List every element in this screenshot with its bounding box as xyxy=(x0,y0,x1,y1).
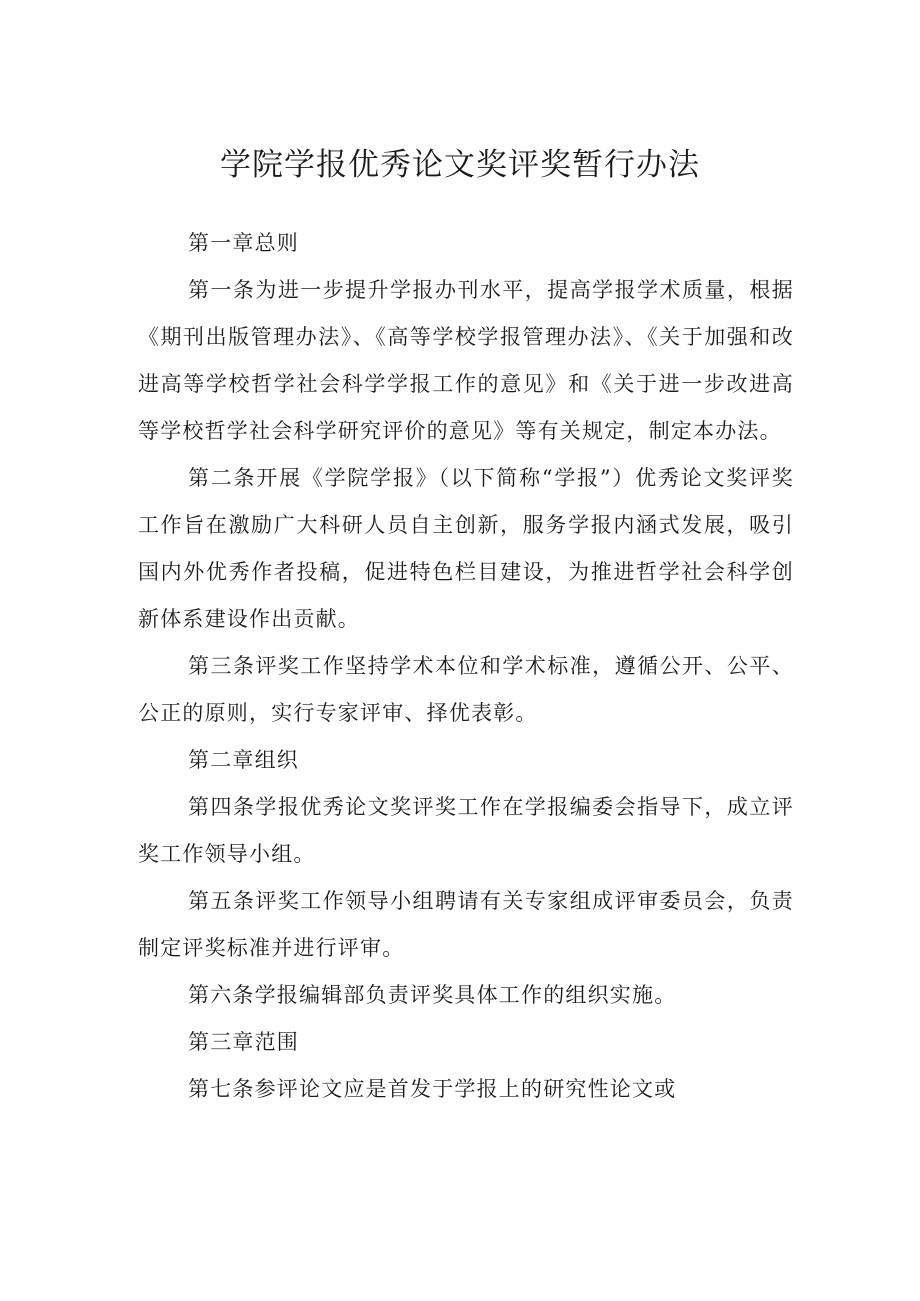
document-title: 学院学报优秀论文奖评奖暂行办法 xyxy=(220,147,700,183)
document-body xyxy=(138,220,794,1113)
chapter-heading-3: 第三章范围 xyxy=(188,1030,299,1054)
chapter-heading-1: 第一章总则 xyxy=(188,231,299,255)
article-5: 第五条评奖工作领导小组聘请有关专家组成评审委员会，负责制定评奖标准并进行评审。 xyxy=(138,889,794,960)
article-4: 第四条学报优秀论文奖评奖工作在学报编委会指导下，成立评奖工作领导小组。 xyxy=(138,795,794,866)
article-1: 第一条为进一步提升学报办刊水平，提高学报学术质量，根据《期刊出版管理办法》、《高等学校学报管理办法》、《关于加强和改进高等学校哲学社会科学学报工作的意见》和《关于进一步改进高等学校哲学社会科学研究评价的意见》等有关规定，制定本办法。 xyxy=(138,278,794,443)
article-3: 第三条评奖工作坚持学术本位和学术标准，遵循公开、公平、公正的原则，实行专家评审、择优表彰。 xyxy=(138,654,794,725)
chapter-heading-2: 第二章组织 xyxy=(188,748,299,772)
article-6: 第六条学报编辑部负责评奖具体工作的组织实施。 xyxy=(188,983,677,1007)
article-7: 第七条参评论文应是首发于学报上的研究性论文或 xyxy=(188,1077,677,1101)
article-2: 第二条开展《学院学报》（以下简称“学报”）优秀论文奖评奖工作旨在激励广大科研人员自主创新，服务学报内涵式发展，吸引国内外优秀作者投稿，促进特色栏目建设，为推进哲学社会科学创新体系建设作出贡献。 xyxy=(138,466,794,631)
